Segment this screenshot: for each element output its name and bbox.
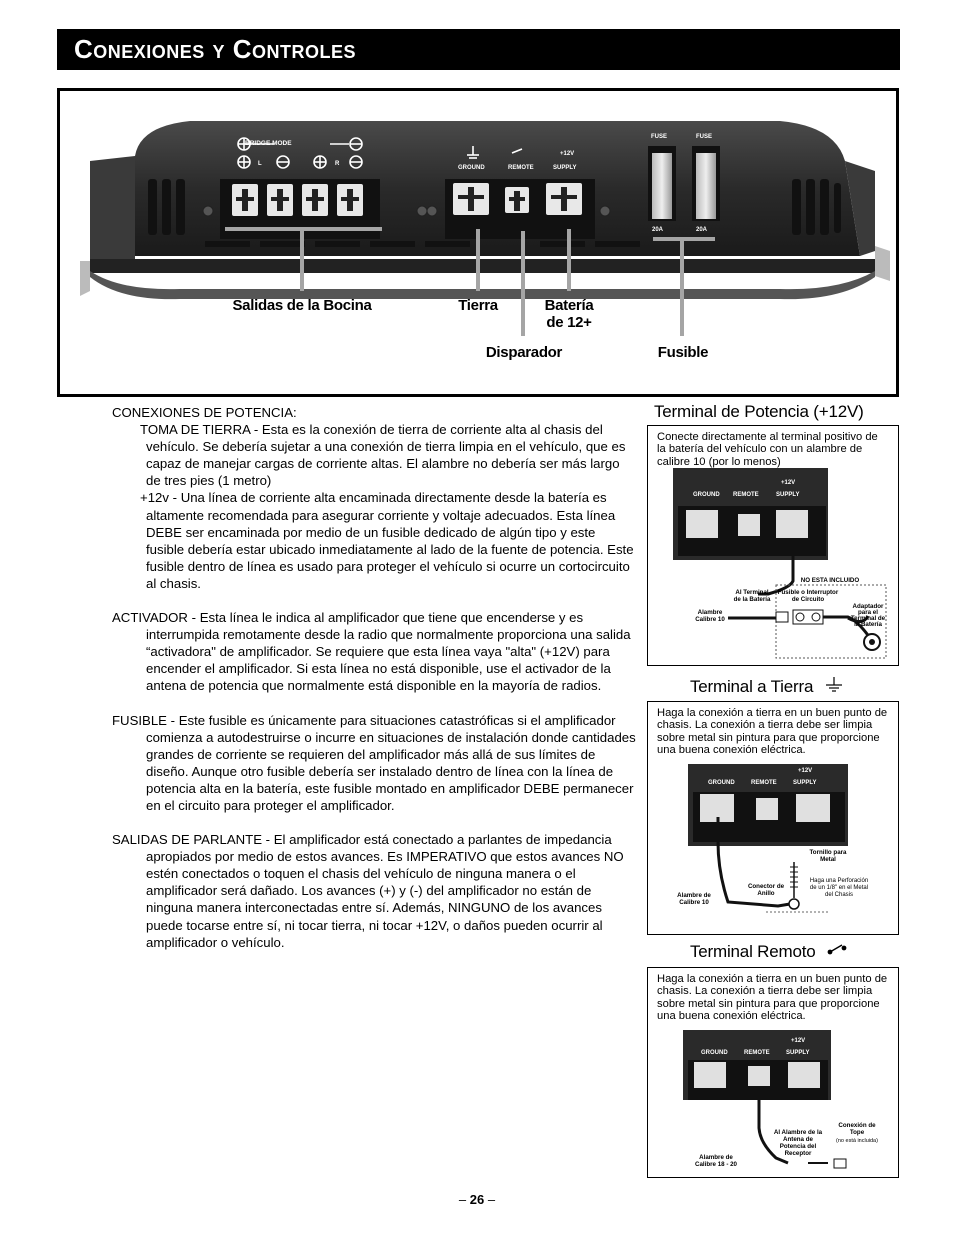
svg-text:GROUND: GROUND bbox=[708, 780, 735, 786]
remote-wire-label-1: Alambre de bbox=[699, 1154, 733, 1161]
fuse-breaker-label-2: de Circuito bbox=[791, 596, 825, 603]
svg-text:GROUND: GROUND bbox=[701, 1050, 728, 1056]
left-channel-label: L bbox=[258, 161, 262, 167]
ground-terminal-description: Haga la conexión a tierra en un buen punto de chasis. La conexión a tierra debe ser limpia sobre metal sin pintura para que proporcione una buena conexión eléctrica. bbox=[657, 707, 888, 756]
remote-terminal-description: Haga la conexión a tierra en un buen punto de chasis. La conexión a tierra debe ser limpia sobre metal sin pintura para que proporcione una buena conexión eléctrica. bbox=[657, 973, 888, 1022]
activator-paragraph bbox=[112, 609, 636, 694]
svg-text:SUPPLY: SUPPLY bbox=[786, 1050, 810, 1056]
ground-label: GROUND bbox=[458, 165, 485, 171]
plus12v-paragraph-text: Una línea de corriente alta encaminada directamente desde la batería es altamente recomendada para asegurar corriente y voltaje adecuados. Esta línea DEBE ser encaminada por medio de un fusible dedicado de algún tipo y este fusible debería estar ubicado inmediatamente al lado de la fuente de potencia. Este fusible dentro de línea es usado para proteger el vehículo si ocurre un cortocircuito al chasis. bbox=[146, 490, 634, 591]
ground-terminal-box bbox=[647, 701, 899, 935]
page-number-value: 26 bbox=[469, 1192, 485, 1207]
remote-terminal-title-text: Terminal Remoto bbox=[690, 942, 816, 961]
butt-connector-label-1: Conexión de bbox=[838, 1122, 876, 1129]
amplifier-panel-figure bbox=[57, 88, 899, 397]
ring-connector-label-2: Anillo bbox=[757, 890, 775, 897]
antenna-wire-label-4: Receptor bbox=[784, 1150, 812, 1157]
adapter-label-3: Terminal de bbox=[850, 615, 886, 622]
remote-terminal-box bbox=[647, 967, 899, 1178]
wire-gauge-label-2: Calibre 10 bbox=[695, 616, 725, 623]
butt-connector-label-3: (no está incluida) bbox=[836, 1138, 878, 1144]
callout-trigger: Disparador bbox=[485, 344, 563, 361]
ground-terminal-title-text: Terminal a Tierra bbox=[690, 677, 814, 696]
page-title: Conexiones y Controles bbox=[74, 34, 357, 64]
antenna-wire-label-2: Antena de bbox=[783, 1136, 813, 1143]
metal-screw-label-2: Metal bbox=[820, 856, 836, 863]
bridge-mode-label: BRIDGE MODE bbox=[245, 140, 292, 147]
callout-speaker-outputs: Salidas de la Bocina bbox=[232, 297, 372, 314]
plus12v-label: +12V bbox=[560, 151, 575, 157]
speaker-paragraph bbox=[112, 831, 636, 951]
ring-connector-label-1: Conector de bbox=[747, 883, 785, 890]
power-connections-heading: CONEXIONES DE POTENCIA: bbox=[112, 405, 297, 420]
callout-battery-line1: Batería bbox=[544, 297, 594, 314]
ground-paragraph bbox=[112, 421, 636, 489]
svg-text:+12V: +12V bbox=[781, 480, 796, 486]
remote-switch-icon bbox=[826, 942, 848, 956]
power-terminal-diagram bbox=[648, 426, 898, 665]
butt-connector-label-2: Tope bbox=[849, 1129, 865, 1136]
svg-text:SUPPLY: SUPPLY bbox=[776, 492, 800, 498]
fuse-paragraph-label: FUSIBLE - bbox=[112, 712, 179, 728]
power-terminal-title: Terminal de Potencia (+12V) bbox=[654, 402, 864, 421]
to-battery-label-2: de la Batería bbox=[733, 596, 771, 603]
supply-label: SUPPLY bbox=[553, 165, 577, 171]
ground-symbol-icon bbox=[824, 676, 844, 694]
page-number-prefix: – bbox=[458, 1192, 470, 1207]
fuse-label-1: FUSE bbox=[651, 134, 668, 140]
svg-text:REMOTE: REMOTE bbox=[744, 1050, 770, 1056]
connections-body-text bbox=[112, 404, 636, 968]
page-number bbox=[0, 1192, 954, 1207]
adapter-label-2: para el bbox=[858, 609, 878, 616]
fuse-paragraph bbox=[112, 712, 636, 815]
power-terminal-box bbox=[647, 425, 899, 666]
ground-wire-label-2: Calibre 10 bbox=[679, 899, 709, 906]
svg-text:REMOTE: REMOTE bbox=[751, 780, 777, 786]
not-included-label: NO ESTA INCLUIDO bbox=[800, 577, 860, 584]
svg-text:GROUND: GROUND bbox=[693, 492, 720, 498]
svg-text:REMOTE: REMOTE bbox=[733, 492, 759, 498]
adapter-label-1: Adaptador bbox=[852, 603, 884, 610]
activator-paragraph-text: Esta línea le indica al amplificador que tiene que encenderse y es interrumpida remotamente desde la radio que normalmente proporciona una salida “activadora" de amplificador. Se requiere que esta línea vaya "alta" (+12V) para encender el amplificador. Si esta línea no está disponible, use el activador de la antena de potencia que normalmente está disponible en la mayoría de radios. bbox=[146, 610, 631, 694]
wire-gauge-label-1: Alambre bbox=[697, 609, 723, 616]
callout-battery bbox=[534, 297, 604, 331]
metal-screw-label-1: Tornillo para bbox=[809, 849, 847, 856]
drill-hole-label-1: Haga una Perforación bbox=[809, 878, 869, 884]
remote-terminal-diagram bbox=[648, 968, 898, 1177]
power-terminal-description: Conecte directamente al terminal positivo de la batería del vehículo con un alambre de calibre 10 (por lo menos) bbox=[657, 431, 878, 468]
fuse-rating-1: 20A bbox=[652, 227, 664, 233]
fuse-breaker-label-1: Fusible o Interruptor bbox=[777, 589, 839, 596]
title-bar bbox=[57, 29, 900, 70]
callout-fuse: Fusible bbox=[657, 344, 709, 361]
fuse-label-2: FUSE bbox=[696, 134, 713, 140]
page-number-suffix: – bbox=[484, 1192, 496, 1207]
fuse-paragraph-text: Este fusible es únicamente para situaciones catastróficas si el amplificador comienza a autodestruirse o incurre en situaciones de instalación donde cantidades grandes de corriente se requieren del amplificador más allá de sus límites de diseño. Aunque otro fusible debería ser instalado dentro de línea con la línea de potencia alta en la batería, este fusible montado en amplificador DEBE permanecer en el circuito para proteger el amplificador. bbox=[146, 712, 636, 813]
ground-paragraph-text: Esta es la conexión de tierra de corriente alta al chasis del vehículo. Se debería sujetar a una conexión de tierra limpia en el vehículo, que es capaz de manejar cargas de corriente altas. El alambre no debería ser más largo de tres pies (1 metro) bbox=[146, 422, 626, 489]
ground-wire-label-1: Alambre de bbox=[677, 892, 711, 899]
ground-terminal-title bbox=[690, 676, 844, 697]
svg-text:SUPPLY: SUPPLY bbox=[793, 780, 817, 786]
plus12v-paragraph-label: +12v - bbox=[140, 490, 181, 506]
antenna-wire-label-3: Potencia del bbox=[779, 1143, 817, 1150]
svg-text:+12V: +12V bbox=[798, 768, 813, 774]
right-channel-label: R bbox=[335, 161, 340, 167]
svg-text:+12V: +12V bbox=[791, 1038, 806, 1044]
antenna-wire-label-1: Al Alambre de la bbox=[773, 1129, 823, 1136]
drill-hole-label-3: del Chasis bbox=[824, 892, 854, 898]
speaker-paragraph-label: SALIDAS DE PARLANTE - bbox=[112, 832, 274, 848]
drill-hole-label-2: de un 1/8" en el Metal bbox=[809, 885, 869, 891]
remote-wire-label-2: Calibre 18 - 20 bbox=[695, 1161, 737, 1168]
speaker-paragraph-text: El amplificador está conectado a parlantes de impedancia apropiados por medio de estos avances. Es IMPERATIVO que estos avances NO estén conectados o toquen el chasis del vehículo de ninguna manera o el amplificador será dañado. Los avances (+) y (-) del amplificador no están de ninguna manera interconectadas entre sí. Además, NINGUNO de los avances puede tocarse entre sí, ni tocar tierra, ni tocar +12V, o daños pueden ocurrir al amplificador o vehículo. bbox=[146, 832, 624, 950]
adapter-label-4: la Batería bbox=[854, 621, 882, 628]
to-battery-label-1: Al Terminal bbox=[735, 589, 769, 596]
remote-terminal-title bbox=[690, 942, 848, 962]
callout-ground: Tierra bbox=[458, 297, 498, 314]
fuse-rating-2: 20A bbox=[696, 227, 708, 233]
callout-battery-line2: de 12+ bbox=[546, 314, 592, 331]
plus12v-paragraph bbox=[112, 489, 636, 592]
activator-paragraph-label: ACTIVADOR - bbox=[112, 610, 200, 626]
ground-terminal-diagram bbox=[648, 702, 898, 934]
ground-paragraph-label: TOMA DE TIERRA - bbox=[140, 422, 262, 438]
remote-label: REMOTE bbox=[508, 165, 534, 171]
